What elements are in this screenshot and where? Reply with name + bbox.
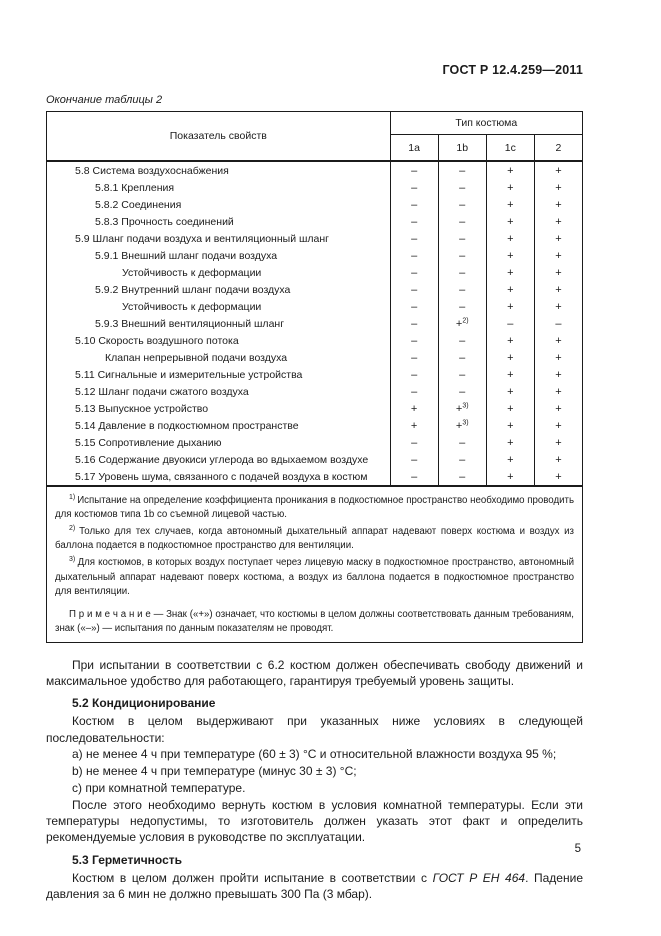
cell-type-1c: + — [486, 179, 534, 196]
cell-type-1a: + — [390, 417, 438, 434]
cell-type-1a: – — [390, 281, 438, 298]
property-label: Устойчивость к деформации — [122, 266, 262, 279]
cell-type-2: + — [555, 351, 562, 364]
cell-type-1a: – — [390, 298, 438, 315]
cell-type-1a: – — [390, 366, 438, 383]
cell-type-1b: – — [438, 366, 486, 383]
table-row — [47, 161, 583, 179]
cell-type-1c: + — [486, 264, 534, 281]
property-label: 5.16 Содержание двуокиси углерода во вдыхаемом воздухе — [75, 453, 369, 466]
table-row — [47, 332, 583, 349]
property-label: 5.8.3 Прочность соединений — [95, 215, 234, 228]
column-header-1b: 1b — [438, 135, 486, 162]
property-label: 5.12 Шланг подачи сжатого воздуха — [75, 385, 249, 398]
table-row — [47, 315, 583, 332]
footnotes-list — [55, 491, 574, 599]
section-5-3-text-post: . Падение давления за 6 мин не должно превышать 300 Па (3 мбар). — [46, 870, 583, 902]
footnote — [55, 553, 574, 598]
cell-type-2: + — [555, 436, 562, 449]
cell-type-1c: + — [486, 451, 534, 468]
cell-type-1c: + — [486, 161, 534, 179]
cell-type-1a: – — [390, 230, 438, 247]
cell-type-1a: – — [390, 468, 438, 486]
property-label-cell — [47, 179, 391, 196]
property-label: 5.13 Выпускное устройство — [75, 402, 209, 415]
conditioning-item: a) не менее 4 ч при температуре (60 ± 3) °С и относительной влажности воздуха 95 %; — [72, 746, 557, 761]
footnote-marker: 2) — [69, 525, 80, 533]
section-5-2-paragraph: Костюм в целом выдерживают при указанных ниже условиях в следующей последовательности: — [46, 714, 583, 745]
cell-type-1b: – — [438, 298, 486, 315]
table-row — [47, 196, 583, 213]
property-label-cell — [47, 161, 391, 179]
cell-type-1a: – — [390, 434, 438, 451]
cell-type-2: + — [555, 402, 562, 415]
property-label: 5.14 Давление в подкостюмном пространстве — [75, 419, 299, 432]
footnote-marker: 1) — [69, 494, 78, 501]
cell-type-1b: – — [438, 247, 486, 264]
section-5-2-paragraph-2: После этого необходимо вернуть костюм в условия комнатной температуры. Если эти температуры недопустимы, то изготовитель должен указать этот факт и определить рекомендуемые условия в руководстве по эксплуатации. — [46, 797, 583, 845]
cell-type-1b: – — [438, 332, 486, 349]
section-5-3-standard-ref: ГОСТ Р ЕН 464 — [432, 870, 526, 885]
property-label: 5.8.2 Соединения — [95, 198, 182, 211]
cell-type-2: – — [555, 317, 562, 330]
property-label-cell — [47, 366, 391, 383]
property-label-cell — [47, 400, 391, 417]
cell-type-1c: + — [486, 298, 534, 315]
table-caption: Окончание таблицы 2 — [46, 94, 163, 106]
cell-type-1c: + — [486, 417, 534, 434]
cell-type-2: + — [555, 249, 562, 262]
cell-type-2: + — [555, 334, 562, 347]
property-label-cell — [47, 247, 391, 264]
requirements-table — [46, 111, 583, 643]
cell-type-2: + — [555, 266, 562, 279]
table-row — [47, 264, 583, 281]
cell-type-1c: + — [486, 366, 534, 383]
cell-type-1b: +$^{3)}$ — [438, 400, 486, 417]
property-label: 5.9.1 Внешний шланг подачи воздуха — [95, 249, 278, 262]
cell-type-1c: + — [486, 247, 534, 264]
cell-type-2: + — [555, 232, 562, 245]
footnote-marker: 3) — [69, 556, 78, 564]
property-label-cell — [47, 451, 391, 468]
table-row — [47, 366, 583, 383]
cell-type-1a: – — [390, 383, 438, 400]
property-label: Устойчивость к деформации — [122, 300, 262, 313]
property-label: 5.8.1 Крепления — [95, 181, 175, 194]
footnote — [55, 522, 574, 553]
cell-type-2: + — [555, 419, 562, 432]
table-row — [47, 230, 583, 247]
table-row — [47, 451, 583, 468]
property-label: 5.15 Сопротивление дыханию — [75, 436, 222, 449]
table-row — [47, 434, 583, 451]
footnotes-cell — [47, 486, 583, 642]
cell-type-1b: +$^{2)}$ — [438, 315, 486, 332]
cell-type-1b: – — [438, 451, 486, 468]
note-text: — Знак («+») означает, что костюмы в целом должны соответствовать данным требованиям, знак («–») — испытания по данным показателям не проводят. — [55, 608, 575, 634]
footnote-text: Испытание на определение коэффициента проникания в подкостюмное пространство необходимо проводить для костюмов типа 1b со съемной лицевой частью. — [55, 495, 575, 521]
property-label: 5.9.3 Внешний вентиляционный шланг — [95, 317, 285, 330]
table-row — [47, 298, 583, 315]
standard-reference: ГОСТ Р 12.4.259—2011 — [442, 63, 583, 77]
property-label-cell — [47, 468, 391, 486]
cell-type-2: + — [555, 385, 562, 398]
cell-type-1a: – — [390, 161, 438, 179]
cell-type-1c: – — [486, 315, 534, 332]
cell-type-1c: + — [486, 213, 534, 230]
table-header — [47, 112, 583, 162]
cell-type-1c: + — [486, 468, 534, 486]
property-label-cell — [47, 196, 391, 213]
property-label: 5.11 Сигнальные и измерительные устройства — [75, 368, 303, 381]
column-header-1a: 1a — [390, 135, 438, 162]
conditioning-item: b) не менее 4 ч при температуре (минус 30 ± 3) °С; — [72, 763, 357, 778]
note-label: П р и м е ч а н и е — [69, 608, 151, 620]
cell-type-1c: + — [486, 230, 534, 247]
cell-type-1a: – — [390, 264, 438, 281]
cell-type-1b: – — [438, 434, 486, 451]
table-row — [47, 468, 583, 486]
footnote-text: Для костюмов, в которых воздух поступает через лицевую маску в подкостюмное пространство, автономный дыхательный аппарат надевают поверх костюма, а воздух из баллона подается в подкостюмное пространство для вентиляции. — [55, 557, 575, 597]
property-label-cell — [47, 281, 391, 298]
property-label-cell — [47, 298, 391, 315]
table-row — [47, 417, 583, 434]
property-label-cell — [47, 213, 391, 230]
table-row — [47, 349, 583, 366]
cell-type-1c: + — [486, 332, 534, 349]
property-label: Клапан непрерывной подачи воздуха — [105, 351, 288, 364]
property-label-cell — [47, 332, 391, 349]
cell-type-1a: – — [390, 349, 438, 366]
footnote-ref: 3) — [462, 418, 469, 426]
cell-type-1c: + — [486, 383, 534, 400]
property-label-cell — [47, 315, 391, 332]
table-row — [47, 281, 583, 298]
table-row — [47, 247, 583, 264]
cell-type-2: + — [555, 453, 562, 466]
cell-type-1c: + — [486, 400, 534, 417]
section-5-3-heading: 5.3 Герметичность — [72, 852, 183, 867]
cell-type-1a: – — [390, 451, 438, 468]
cell-type-1a: – — [390, 213, 438, 230]
section-5-2-heading: 5.2 Кондиционирование — [72, 696, 216, 711]
property-label: 5.10 Скорость воздушного потока — [75, 334, 239, 347]
property-label-cell — [47, 264, 391, 281]
cell-type-1a: + — [390, 400, 438, 417]
cell-type-1b: – — [438, 264, 486, 281]
page-number: 5 — [574, 843, 581, 855]
conditioning-item: c) при комнатной температуре. — [72, 780, 246, 795]
section-5-3-text-pre: Костюм в целом должен пройти испытание в соответствии с — [72, 870, 433, 885]
table-row — [47, 213, 583, 230]
table-row — [47, 400, 583, 417]
cell-type-2: + — [555, 300, 562, 313]
cell-type-2: + — [555, 198, 562, 211]
property-label-cell — [47, 417, 391, 434]
cell-type-2: + — [555, 164, 562, 177]
section-5-3-paragraph — [46, 870, 583, 903]
property-label: 5.9 Шланг подачи воздуха и вентиляционный шланг — [75, 232, 329, 245]
table-row — [47, 383, 583, 400]
table-row — [47, 179, 583, 196]
property-label: 5.9.2 Внутренний шланг подачи воздуха — [95, 283, 291, 296]
cell-type-2: + — [555, 368, 562, 381]
cell-type-1a: – — [390, 247, 438, 264]
cell-type-2: + — [555, 215, 562, 228]
page-content — [46, 0, 583, 902]
cell-type-1b: – — [438, 349, 486, 366]
cell-type-2: + — [555, 181, 562, 194]
cell-type-1c: + — [486, 434, 534, 451]
cell-type-1b: – — [438, 230, 486, 247]
cell-type-1b: +$^{3)}$ — [438, 417, 486, 434]
cell-type-1b: – — [438, 383, 486, 400]
property-label: 5.8 Система воздухоснабжения — [75, 164, 229, 177]
property-label: 5.17 Уровень шума, связанного с подачей воздуха в костюм — [75, 470, 368, 483]
cell-type-1b: – — [438, 196, 486, 213]
cell-type-1a: – — [390, 179, 438, 196]
cell-type-1c: + — [486, 196, 534, 213]
cell-type-1b: – — [438, 281, 486, 298]
cell-type-1b: – — [438, 468, 486, 486]
column-header-2: 2 — [555, 141, 562, 154]
table-footnotes-section — [47, 486, 583, 642]
cell-type-1a: – — [390, 332, 438, 349]
cell-type-1b: – — [438, 179, 486, 196]
property-label-cell — [47, 349, 391, 366]
intro-paragraph: При испытании в соответствии с 6.2 костюм должен обеспечивать свободу движений и максимальное удобство для работающего, гарантируя требуемый уровень защиты. — [46, 657, 583, 688]
property-label-cell — [47, 383, 391, 400]
column-header-1c: 1c — [486, 135, 534, 162]
cell-type-2: + — [555, 470, 562, 483]
footnote-text: Только для тех случаев, когда автономный дыхательный аппарат надевают поверх костюма и воздух из баллона подается в подкостюмное пространство для вентиляции. — [55, 526, 574, 552]
cell-type-1c: + — [486, 349, 534, 366]
cell-type-1b: – — [438, 161, 486, 179]
cell-type-2: + — [555, 283, 562, 296]
property-label-cell — [47, 434, 391, 451]
footnote-ref: 3) — [462, 401, 469, 409]
column-header-suit-type: Тип костюма — [390, 112, 582, 135]
cell-type-1c: + — [486, 281, 534, 298]
footnote — [55, 491, 574, 522]
table-body — [47, 161, 583, 486]
property-label-cell — [47, 230, 391, 247]
column-header-property: Показатель свойств — [47, 112, 391, 162]
footnote-ref: 2) — [462, 316, 469, 324]
conditioning-list — [46, 746, 583, 797]
cell-type-1a: – — [390, 315, 438, 332]
table-note — [55, 608, 574, 636]
cell-type-1a: – — [390, 196, 438, 213]
cell-type-1b: – — [438, 213, 486, 230]
